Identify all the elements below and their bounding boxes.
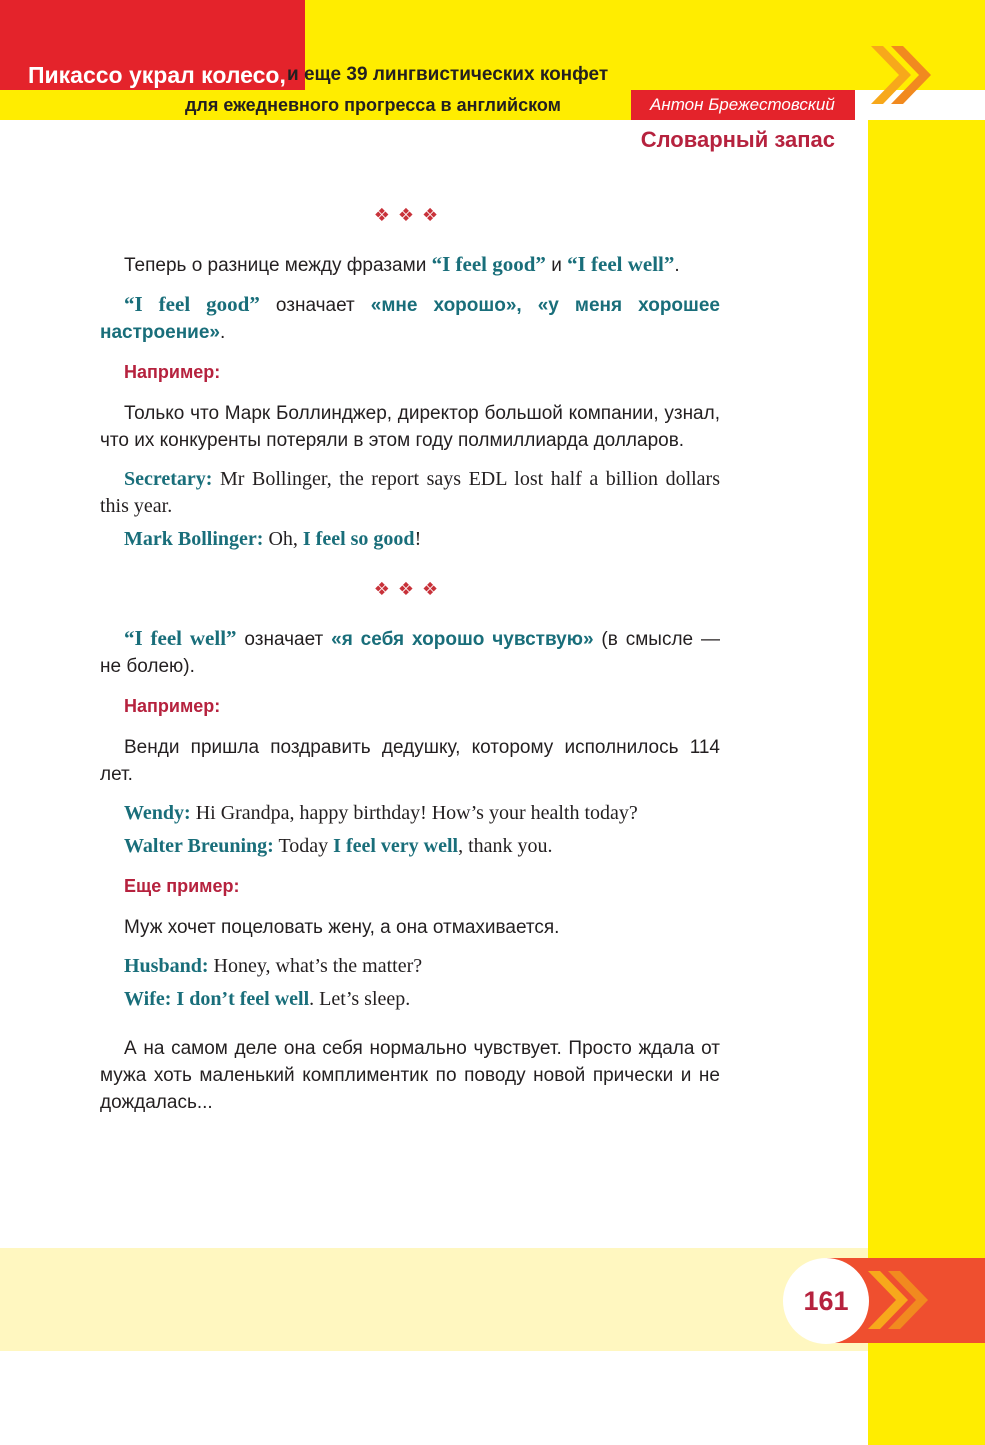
translation: «мне хорошо», «у меня хорошее настроение» <box>100 295 721 343</box>
dialogue-line <box>100 526 720 553</box>
footer-band <box>0 1248 868 1351</box>
speaker-name: Mark Bollinger: <box>124 528 264 550</box>
highlighted-phrase: I don’t feel well <box>171 988 310 1010</box>
text: означает <box>236 629 332 650</box>
phrase-feel-good: “I feel good” <box>124 292 260 316</box>
highlighted-phrase: I feel so good <box>302 528 415 550</box>
book-title-rest: и еще 39 лингвистических конфет <box>287 64 609 85</box>
translation: «я себя хорошо чувствую» <box>331 629 594 650</box>
book-title-main: Пикассо украл колесо, <box>28 62 286 88</box>
dialogue-text: Today <box>273 835 334 857</box>
author-name: Антон Брежестовский <box>650 95 835 114</box>
separator-ornament-icon: ❖❖❖ <box>373 579 447 599</box>
phrase-feel-well: “I feel well” <box>567 252 675 276</box>
speaker-name: Secretary: <box>124 468 213 490</box>
paragraph-feel-well-meaning <box>100 625 720 680</box>
paragraph-example-context: Только что Марк Боллинджер, директор большой компании, узнал, что их конкуренты потеряли в этом году полмиллиарда долларов. <box>100 403 720 451</box>
phrase-feel-good: “I feel good” <box>431 252 546 276</box>
dialogue-line <box>100 466 720 520</box>
paragraph-conclusion: А на самом деле она себя нормально чувствует. Просто ждала от мужа хоть маленький комплиментик по поводу новой прически и не дождалась... <box>100 1038 720 1113</box>
paragraph-feel-good-meaning <box>100 291 720 346</box>
paragraph-intro <box>100 251 720 279</box>
chevron-right-icon <box>865 40 935 110</box>
dialogue-text: ! <box>414 528 422 550</box>
separator-ornament-icon: ❖❖❖ <box>373 205 447 225</box>
dialogue-text: . Let’s sleep. <box>309 988 411 1010</box>
dialogue-text: , thank you. <box>458 835 553 857</box>
page-number: 161 <box>803 1285 849 1316</box>
speaker-name: Wife: <box>124 988 172 1010</box>
page-content <box>100 195 720 1128</box>
speaker-name: Wendy: <box>124 802 191 824</box>
text: . <box>674 255 680 276</box>
example-label: Например: <box>124 362 221 382</box>
chevron-right-icon <box>862 1265 932 1335</box>
dialogue-line <box>100 986 720 1013</box>
speaker-name: Walter Breuning: <box>124 835 274 857</box>
example-label: Еще пример: <box>124 876 240 896</box>
dialogue-line <box>100 833 720 860</box>
dialogue-text: Oh, <box>263 528 303 550</box>
dialogue-text: Mr Bollinger, the report says EDL lost half a billion dollars this year. <box>100 468 720 517</box>
phrase-feel-well: “I feel well” <box>124 626 237 650</box>
paragraph-example-context: Венди пришла поздравить дедушку, которому исполнилось 114 лет. <box>100 737 720 785</box>
dialogue-line <box>100 800 720 827</box>
paragraph-example-context: Муж хочет поцеловать жену, а она отмахивается. <box>124 917 560 938</box>
text: означает <box>259 295 371 316</box>
text: (в смысле — не болею). <box>100 629 721 677</box>
text: Теперь о разнице между фразами <box>124 255 432 276</box>
dialogue-text: Honey, what’s the matter? <box>208 955 423 977</box>
speaker-name: Husband: <box>124 955 209 977</box>
book-subtitle: для ежедневного прогресса в английском <box>185 95 561 115</box>
dialogue-text: Hi Grandpa, happy birthday! How’s your health today? <box>190 802 638 824</box>
page-number-badge <box>783 1258 869 1344</box>
book-title <box>0 55 608 90</box>
right-decorative-bar <box>868 120 985 1445</box>
section-title: Словарный запас <box>640 127 835 152</box>
text: . <box>219 322 226 343</box>
dialogue-line <box>100 953 720 980</box>
example-label: Например: <box>124 696 221 716</box>
text: и <box>545 255 568 276</box>
highlighted-phrase: I feel very well <box>333 835 459 857</box>
